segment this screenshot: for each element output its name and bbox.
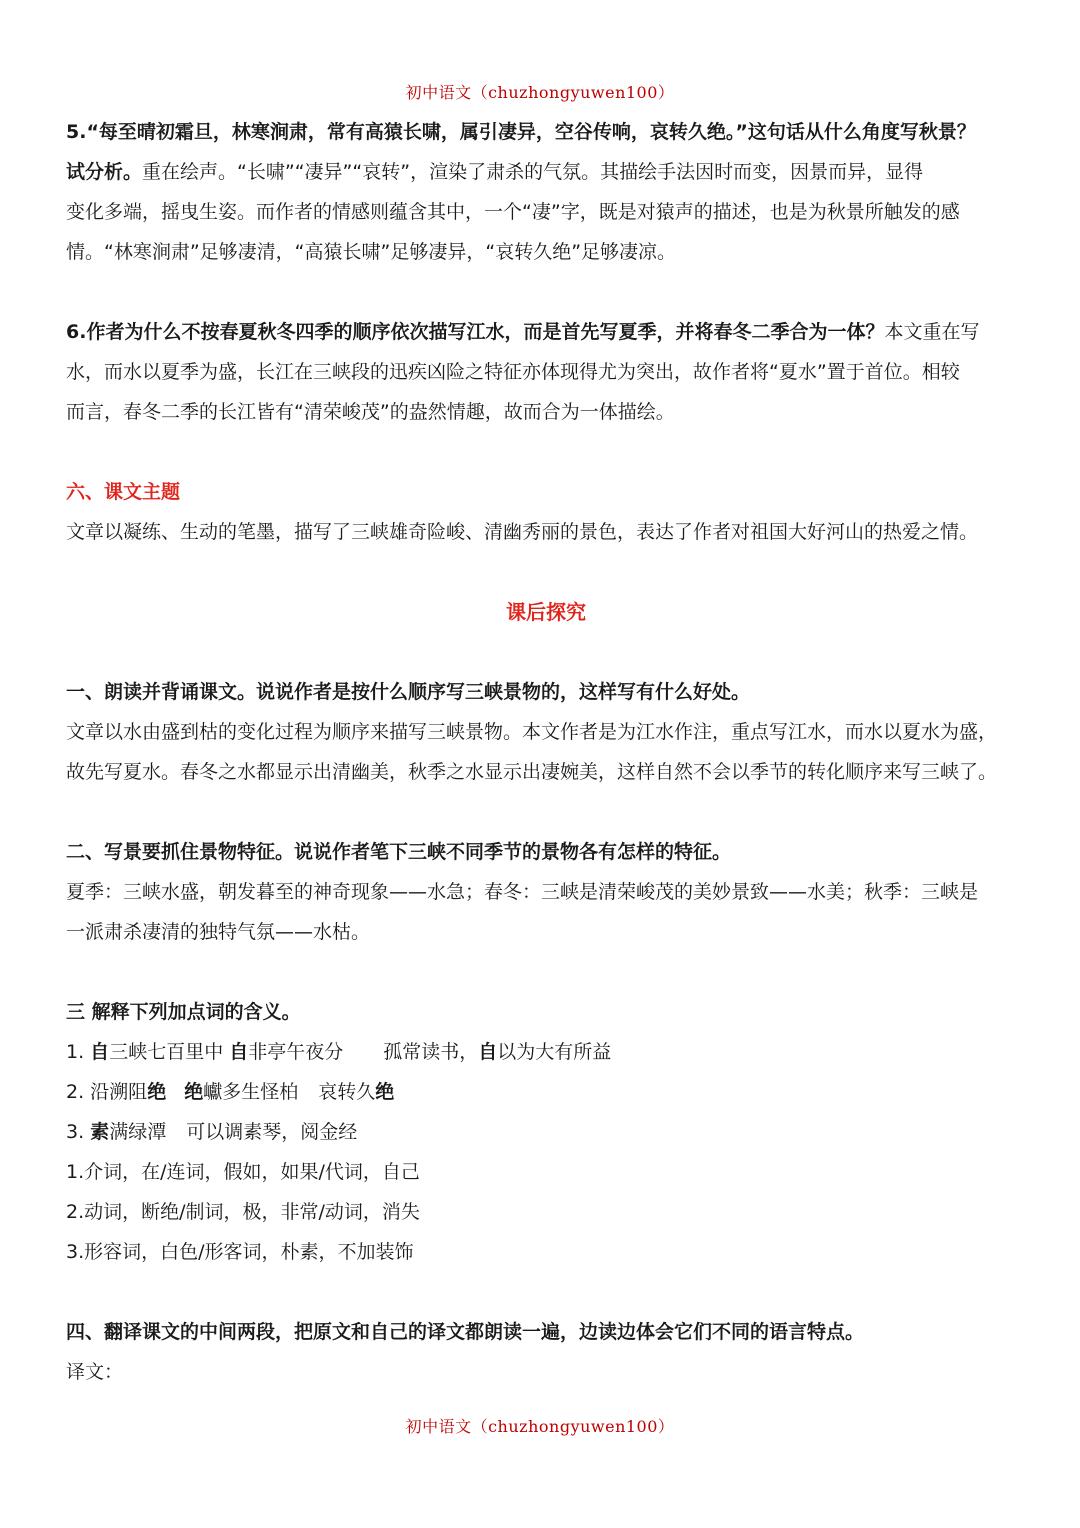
s3-item2-text-c: 哀转久: [318, 1081, 376, 1103]
s2-title: 二、写景要抓住景物特征。说说作者笔下三峡不同季节的景物各有怎样的特征。: [66, 841, 732, 863]
q5-line1: [66, 152, 1026, 192]
s3-item1-text-b: 非亭午夜分: [248, 1041, 344, 1063]
page-footer: 初中语文（chuzhongyuwen100）: [405, 1417, 675, 1436]
s4-label: 译文：: [66, 1361, 124, 1383]
q5-lead: 试分析。: [66, 161, 143, 183]
s3-item2-text-b: 巘多生怪柏: [203, 1081, 299, 1103]
s3-item3: [66, 1112, 1026, 1152]
s3-item2-num: 2.: [66, 1081, 91, 1103]
after-class-heading: 课后探究: [506, 600, 586, 624]
s3-answer-2: 2.动词，断绝/制词，极，非常/动词，消失: [66, 1201, 420, 1223]
s3-item1: [66, 1032, 1026, 1072]
s3-answer-1: 1.介词，在/连词，假如，如果/代词，自己: [66, 1161, 420, 1183]
s1-line2: 故先写夏水。春冬之水都显示出清幽美，秋季之水显示出凄婉美，这样自然不会以季节的转化顺序来写三峡了。: [66, 761, 998, 783]
q5-line3: 情。“林寒涧肃”足够凄清，“高猿长啸”足够凄异，“哀转久绝”足够凄凉。: [66, 241, 677, 263]
s4-title: 四、翻译课文的中间两段，把原文和自己的译文都朗读一遍，边读边体会它们不同的语言特点。: [66, 1321, 865, 1343]
s3-item3-text-b: 可以调素琴，阅金经: [186, 1121, 358, 1143]
s3-item2-dotted-a: 绝: [147, 1081, 167, 1103]
s3-item2-dotted-b: 绝: [184, 1081, 204, 1103]
s3-item1-text-c2: 以为大有所益: [497, 1041, 612, 1063]
q6-line3: 而言，春冬二季的长江皆有“清荣峻茂”的盎然情趣，故而合为一体描绘。: [66, 401, 675, 423]
q6-line2: 水，而水以夏季为盛，长江在三峡段的迅疾凶险之特征亦体现得尤为突出，故作者将“夏水”置于首位。相较: [66, 361, 960, 383]
s3-answer-3: 3.形容词，白色/形客词，朴素，不加装饰: [66, 1241, 414, 1263]
s3-item1-dotted-a: 自: [90, 1041, 110, 1063]
page-header: 初中语文（chuzhongyuwen100）: [405, 83, 675, 102]
q6-title: 6.作者为什么不按春夏秋冬四季的顺序依次描写江水，而是首先写夏季，并将春冬二季合为一体？: [66, 321, 885, 343]
s3-title: 三 解释下列加点词的含义。: [66, 1001, 301, 1023]
s3-item3-dotted-a: 素: [90, 1121, 110, 1143]
theme-heading: 六、课文主题: [66, 481, 181, 503]
s3-item1-text-a: 三峡七百里中: [109, 1041, 230, 1063]
s2-line1: 夏季：三峡水盛，朝发暮至的神奇现象——水急；春冬：三峡是清荣峻茂的美妙景致——水美；秋季：三峡是: [66, 881, 979, 903]
s3-item2-dotted-c: 绝: [375, 1081, 395, 1103]
q5-line1-text: 重在绘声。“长啸”“凄异”“哀转”，渲染了肃杀的气氛。其描绘手法因时而变，因景而异，显得: [142, 161, 924, 183]
s1-line1: 文章以水由盛到枯的变化过程为顺序来描写三峡景物。本文作者是为江水作注，重点写江水，而水以夏水为盛，: [66, 721, 998, 743]
s3-item3-num: 3.: [66, 1121, 91, 1143]
document-body: [66, 112, 1026, 1392]
s3-item2-text-a: 沿溯阻: [90, 1081, 148, 1103]
q6-line1-text: 本文重在写: [884, 321, 980, 343]
q6-line1: [66, 312, 1026, 352]
s3-item3-text-a: 满绿潭: [109, 1121, 167, 1143]
theme-text: 文章以凝练、生动的笔墨，描写了三峡雄奇险峻、清幽秀丽的景色，表达了作者对祖国大好河山的热爱之情。: [66, 521, 979, 543]
q5-title: 5.“每至晴初霜旦，林寒涧肃，常有高猿长啸，属引凄异，空谷传响，哀转久绝。”这句话从什么角度写秋景？: [66, 121, 976, 143]
s3-item1-dotted-b: 自: [229, 1041, 249, 1063]
s3-item1-num: 1.: [66, 1041, 91, 1063]
s3-item2: [66, 1072, 1026, 1112]
s1-title: 一、朗读并背诵课文。说说作者是按什么顺序写三峡景物的，这样写有什么好处。: [66, 681, 751, 703]
s3-item1-text-c: 孤常读书，: [383, 1041, 479, 1063]
s2-line2: 一派肃杀凄清的独特气氛——水枯。: [66, 921, 371, 943]
q5-line2: 变化多端，摇曳生姿。而作者的情感则蕴含其中，一个“凄”字，既是对猿声的描述，也是为秋景所触发的感: [66, 201, 960, 223]
s3-item1-dotted-c: 自: [478, 1041, 498, 1063]
